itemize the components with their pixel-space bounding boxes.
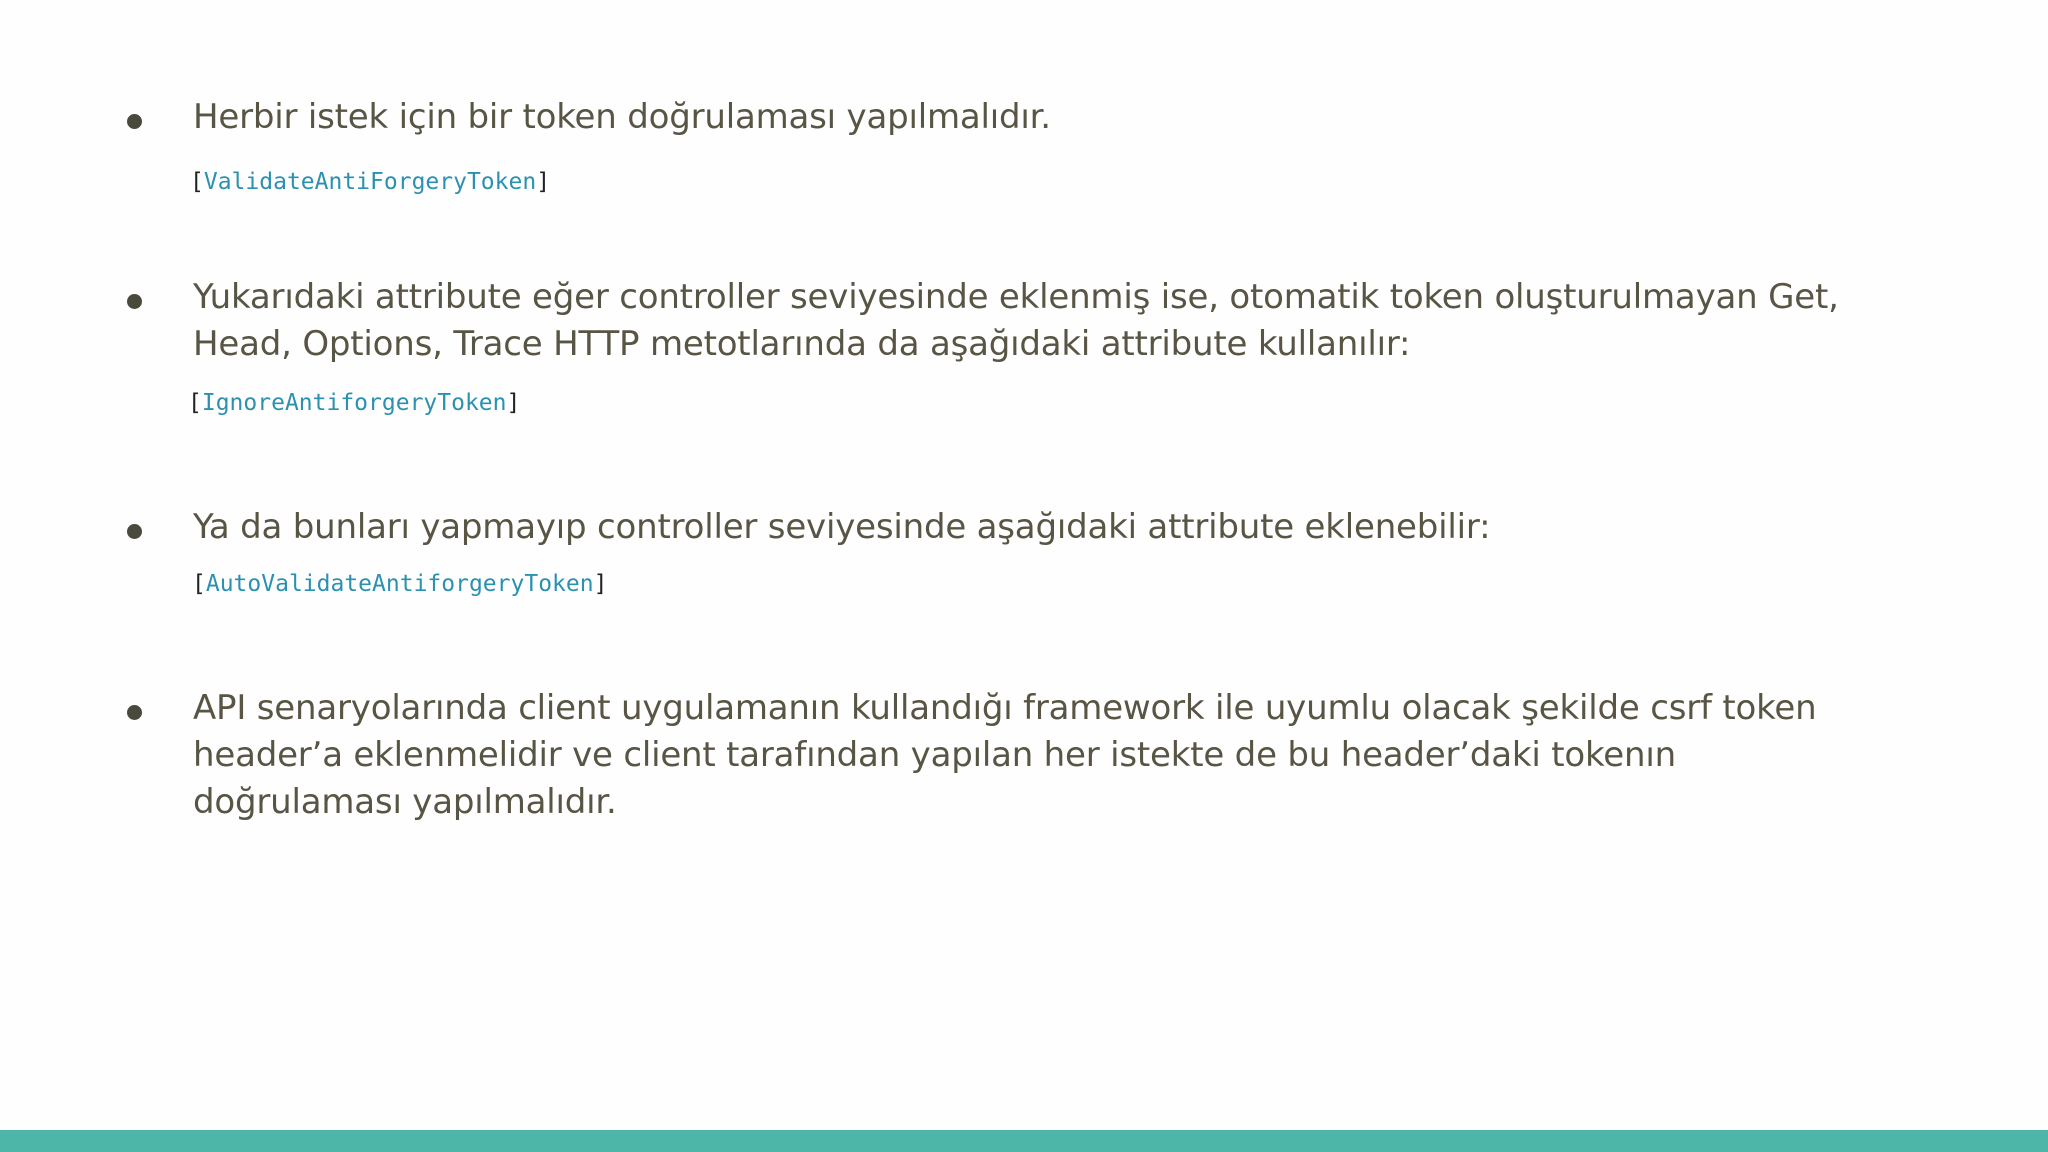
code-attribute-name: AutoValidateAntiforgeryToken (205, 571, 594, 597)
footer-accent-bar (0, 1130, 2048, 1152)
code-close-bracket: ] (536, 169, 551, 195)
code-attribute-name: IgnoreAntiforgeryToken (201, 390, 507, 416)
code-open-bracket: [ (188, 390, 202, 416)
bullet-text: API senaryolarında client uygulamanın kullandığı framework ile uyumlu olacak şekilde csrf token header’a eklenmelidir ve client tarafından yapılan her istekte de bu header’daki tokenın doğrulaması yapılmalıdır. (193, 688, 1817, 822)
code-snippet (190, 167, 550, 197)
code-close-bracket: ] (593, 571, 608, 597)
code-open-bracket: [ (192, 571, 206, 597)
bullet-dot-icon (127, 294, 142, 309)
bullet-text: Ya da bunları yapmayıp controller seviyesinde aşağıdaki attribute eklenebilir: (193, 507, 1491, 547)
code-snippet (188, 388, 520, 418)
bullet-dot-icon (127, 705, 142, 720)
code-snippet (192, 569, 607, 599)
bullet-text: Yukarıdaki attribute eğer controller seviyesinde eklenmiş ise, otomatik token oluşturulmayan Get, Head, Options, Trace HTTP metotlarında da aşağıdaki attribute kullanılır: (193, 277, 1839, 364)
bullet-text: Herbir istek için bir token doğrulaması yapılmalıdır. (193, 97, 1051, 137)
bullet-dot-icon (127, 114, 142, 129)
code-attribute-name: ValidateAntiForgeryToken (203, 169, 537, 195)
bullet-dot-icon (127, 524, 142, 539)
code-close-bracket: ] (506, 390, 521, 416)
code-open-bracket: [ (190, 169, 204, 195)
